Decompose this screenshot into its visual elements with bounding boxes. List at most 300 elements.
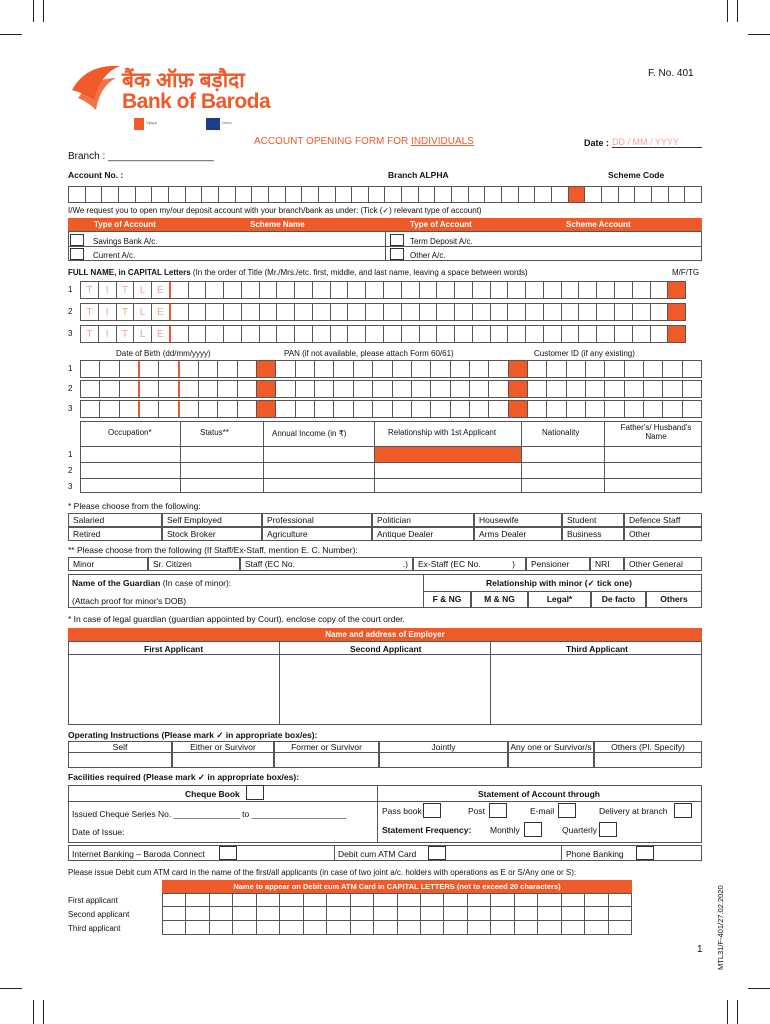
id-digit-cell[interactable] bbox=[140, 361, 159, 377]
dob-pan-custid-grid[interactable] bbox=[80, 360, 702, 378]
name-letter-cell[interactable] bbox=[544, 304, 562, 320]
name-letter-cell[interactable]: L bbox=[134, 282, 152, 298]
occupation-option[interactable]: Antique Dealer bbox=[372, 527, 474, 541]
atm-name-grid[interactable] bbox=[162, 907, 632, 921]
status-option[interactable] bbox=[148, 557, 240, 571]
name-letter-cell[interactable] bbox=[491, 282, 509, 298]
account-digit-cell[interactable] bbox=[186, 187, 203, 202]
atm-letter-cell[interactable] bbox=[515, 894, 538, 906]
id-digit-cell[interactable] bbox=[81, 381, 100, 397]
account-digit-cell[interactable] bbox=[552, 187, 569, 202]
occupation-option[interactable]: Retired bbox=[68, 527, 162, 541]
cheque-series[interactable]: Issued Cheque Series No. ______________ to ____________________ bbox=[72, 809, 347, 819]
account-digit-cell[interactable] bbox=[452, 187, 469, 202]
name-letter-cell[interactable] bbox=[633, 282, 651, 298]
name-letter-cell[interactable] bbox=[508, 282, 526, 298]
name-letter-cell[interactable] bbox=[171, 326, 189, 342]
account-digit-cell[interactable] bbox=[286, 187, 303, 202]
atm-name-grid[interactable] bbox=[162, 921, 632, 935]
occupation-option[interactable]: Self Employed bbox=[162, 513, 262, 527]
id-digit-cell[interactable] bbox=[644, 381, 663, 397]
atm-letter-cell[interactable] bbox=[538, 907, 561, 920]
current-checkbox[interactable] bbox=[70, 248, 84, 260]
atm-letter-cell[interactable] bbox=[163, 894, 186, 906]
name-letter-cell[interactable] bbox=[348, 282, 366, 298]
account-digit-cell[interactable] bbox=[136, 187, 153, 202]
name-letter-cell[interactable] bbox=[402, 282, 420, 298]
name-letter-cell[interactable] bbox=[437, 282, 455, 298]
name-letter-cell[interactable] bbox=[295, 326, 313, 342]
name-letter-cell[interactable] bbox=[206, 282, 224, 298]
id-digit-cell[interactable] bbox=[567, 401, 586, 417]
status-option[interactable] bbox=[68, 557, 148, 571]
name-letter-cell[interactable]: I bbox=[99, 282, 117, 298]
id-digit-cell[interactable] bbox=[412, 381, 431, 397]
name-letter-cell[interactable] bbox=[668, 326, 685, 342]
id-digit-cell[interactable] bbox=[509, 381, 528, 397]
id-digit-cell[interactable] bbox=[644, 361, 663, 377]
atm-letter-cell[interactable] bbox=[351, 921, 374, 934]
atm-letter-cell[interactable] bbox=[351, 894, 374, 906]
atm-letter-cell[interactable] bbox=[374, 907, 397, 920]
name-letter-cell[interactable] bbox=[206, 326, 224, 342]
name-letter-cell[interactable] bbox=[366, 326, 384, 342]
id-digit-cell[interactable] bbox=[276, 401, 295, 417]
atm-letter-cell[interactable] bbox=[280, 907, 303, 920]
atm-letter-cell[interactable] bbox=[233, 894, 256, 906]
atm-letter-cell[interactable] bbox=[538, 921, 561, 934]
id-digit-cell[interactable] bbox=[257, 401, 276, 417]
atm-letter-cell[interactable] bbox=[280, 921, 303, 934]
id-digit-cell[interactable] bbox=[547, 401, 566, 417]
id-digit-cell[interactable] bbox=[393, 401, 412, 417]
other-ac-checkbox[interactable] bbox=[390, 248, 404, 260]
name-letter-cell[interactable] bbox=[295, 282, 313, 298]
name-letter-cell[interactable] bbox=[366, 304, 384, 320]
id-digit-cell[interactable] bbox=[451, 401, 470, 417]
id-digit-cell[interactable] bbox=[100, 381, 119, 397]
email-checkbox[interactable] bbox=[558, 803, 576, 818]
id-digit-cell[interactable] bbox=[159, 361, 179, 377]
atm-letter-cell[interactable] bbox=[421, 894, 444, 906]
account-digit-cell[interactable] bbox=[385, 187, 402, 202]
atm-letter-cell[interactable] bbox=[233, 907, 256, 920]
account-digit-cell[interactable] bbox=[402, 187, 419, 202]
name-letter-cell[interactable] bbox=[331, 282, 349, 298]
id-digit-cell[interactable] bbox=[334, 401, 353, 417]
name-letter-cell[interactable] bbox=[402, 304, 420, 320]
id-digit-cell[interactable] bbox=[373, 401, 392, 417]
atm-letter-cell[interactable] bbox=[163, 921, 186, 934]
name-letter-cell[interactable]: L bbox=[134, 326, 152, 342]
occupation-option[interactable]: Professional bbox=[262, 513, 372, 527]
name-letter-cell[interactable] bbox=[633, 304, 651, 320]
relationship-option[interactable]: M & NG bbox=[471, 591, 528, 608]
internet-banking-checkbox[interactable] bbox=[219, 846, 237, 860]
name-letter-cell[interactable]: E bbox=[152, 304, 171, 320]
operating-checkbox[interactable] bbox=[274, 753, 379, 768]
occupation-option[interactable]: Business bbox=[562, 527, 624, 541]
occupation-option[interactable]: Politician bbox=[372, 513, 474, 527]
account-digit-cell[interactable] bbox=[535, 187, 552, 202]
id-digit-cell[interactable] bbox=[470, 381, 489, 397]
name-letter-cell[interactable]: T bbox=[117, 282, 135, 298]
id-digit-cell[interactable] bbox=[218, 401, 237, 417]
id-digit-cell[interactable] bbox=[470, 401, 489, 417]
id-digit-cell[interactable] bbox=[663, 401, 682, 417]
atm-letter-cell[interactable] bbox=[398, 907, 421, 920]
name-letter-cell[interactable] bbox=[313, 282, 331, 298]
name-letter-cell[interactable] bbox=[189, 304, 207, 320]
name-letter-cell[interactable] bbox=[224, 282, 242, 298]
id-digit-cell[interactable] bbox=[159, 401, 179, 417]
name-letter-cell[interactable] bbox=[562, 326, 580, 342]
name-letter-cell[interactable] bbox=[668, 282, 685, 298]
id-digit-cell[interactable] bbox=[180, 401, 199, 417]
occupation-option[interactable]: Housewife bbox=[474, 513, 562, 527]
name-letter-cell[interactable] bbox=[189, 282, 207, 298]
id-digit-cell[interactable] bbox=[489, 401, 508, 417]
status-option[interactable] bbox=[413, 557, 526, 571]
name-letter-cell[interactable] bbox=[491, 326, 509, 342]
passbook-checkbox[interactable] bbox=[423, 803, 441, 818]
id-digit-cell[interactable] bbox=[663, 381, 682, 397]
id-digit-cell[interactable] bbox=[199, 401, 218, 417]
id-digit-cell[interactable] bbox=[451, 361, 470, 377]
atm-letter-cell[interactable] bbox=[585, 921, 608, 934]
account-digit-cell[interactable] bbox=[685, 187, 701, 202]
phone-banking-checkbox[interactable] bbox=[636, 846, 654, 860]
name-letter-cell[interactable] bbox=[420, 304, 438, 320]
atm-letter-cell[interactable] bbox=[585, 894, 608, 906]
name-letter-cell[interactable] bbox=[260, 326, 278, 342]
account-digit-cell[interactable] bbox=[119, 187, 136, 202]
account-digit-cell[interactable] bbox=[352, 187, 369, 202]
atm-letter-cell[interactable] bbox=[351, 907, 374, 920]
id-digit-cell[interactable] bbox=[120, 381, 140, 397]
id-digit-cell[interactable] bbox=[431, 381, 450, 397]
id-digit-cell[interactable] bbox=[199, 381, 218, 397]
name-letter-cell[interactable] bbox=[189, 326, 207, 342]
account-digit-cell[interactable] bbox=[86, 187, 103, 202]
account-digit-cell[interactable] bbox=[69, 187, 86, 202]
name-letter-cell[interactable] bbox=[242, 304, 260, 320]
atm-letter-cell[interactable] bbox=[444, 894, 467, 906]
name-letter-cell[interactable] bbox=[615, 304, 633, 320]
id-digit-cell[interactable] bbox=[567, 381, 586, 397]
relationship-option[interactable]: F & NG bbox=[423, 591, 471, 608]
id-digit-cell[interactable] bbox=[218, 361, 237, 377]
id-digit-cell[interactable] bbox=[315, 401, 334, 417]
name-letter-cell[interactable] bbox=[508, 326, 526, 342]
name-letter-cell[interactable] bbox=[562, 282, 580, 298]
account-digit-cell[interactable] bbox=[369, 187, 386, 202]
operating-checkbox[interactable] bbox=[594, 753, 702, 768]
atm-letter-cell[interactable] bbox=[468, 921, 491, 934]
id-digit-cell[interactable] bbox=[159, 381, 179, 397]
id-digit-cell[interactable] bbox=[605, 401, 624, 417]
name-letter-cell[interactable] bbox=[473, 304, 491, 320]
occupation-option[interactable]: Stock Broker bbox=[162, 527, 262, 541]
id-digit-cell[interactable] bbox=[315, 361, 334, 377]
atm-letter-cell[interactable] bbox=[304, 894, 327, 906]
name-letter-cell[interactable] bbox=[544, 282, 562, 298]
name-letter-cell[interactable] bbox=[384, 304, 402, 320]
id-digit-cell[interactable] bbox=[412, 401, 431, 417]
id-digit-cell[interactable] bbox=[393, 361, 412, 377]
id-digit-cell[interactable] bbox=[296, 401, 315, 417]
name-letter-cell[interactable] bbox=[455, 304, 473, 320]
occupation-option[interactable]: Salaried bbox=[68, 513, 162, 527]
account-digit-cell[interactable] bbox=[236, 187, 253, 202]
name-letter-cell[interactable]: T bbox=[81, 304, 99, 320]
name-letter-cell[interactable]: T bbox=[81, 282, 99, 298]
full-name-grid[interactable] bbox=[80, 303, 686, 321]
account-digit-cell[interactable] bbox=[219, 187, 236, 202]
occupation-option[interactable]: Agriculture bbox=[262, 527, 372, 541]
relationship-option[interactable]: Legal* bbox=[528, 591, 591, 608]
id-digit-cell[interactable] bbox=[354, 361, 373, 377]
id-digit-cell[interactable] bbox=[120, 361, 140, 377]
name-letter-cell[interactable] bbox=[473, 326, 491, 342]
name-letter-cell[interactable] bbox=[384, 282, 402, 298]
name-letter-cell[interactable] bbox=[206, 304, 224, 320]
operating-checkbox[interactable] bbox=[68, 753, 172, 768]
full-name-grid[interactable] bbox=[80, 281, 686, 299]
atm-letter-cell[interactable] bbox=[515, 921, 538, 934]
account-digit-cell[interactable] bbox=[635, 187, 652, 202]
account-digit-cell[interactable] bbox=[302, 187, 319, 202]
atm-letter-cell[interactable] bbox=[538, 894, 561, 906]
name-letter-cell[interactable]: E bbox=[152, 326, 171, 342]
id-digit-cell[interactable] bbox=[315, 381, 334, 397]
atm-letter-cell[interactable] bbox=[280, 894, 303, 906]
id-digit-cell[interactable] bbox=[567, 361, 586, 377]
atm-letter-cell[interactable] bbox=[585, 907, 608, 920]
account-no-grid[interactable] bbox=[68, 186, 702, 203]
occupation-option[interactable]: Student bbox=[562, 513, 624, 527]
atm-letter-cell[interactable] bbox=[304, 921, 327, 934]
name-letter-cell[interactable] bbox=[331, 304, 349, 320]
atm-letter-cell[interactable] bbox=[515, 907, 538, 920]
atm-letter-cell[interactable] bbox=[257, 894, 280, 906]
name-letter-cell[interactable] bbox=[544, 326, 562, 342]
issue-date[interactable]: Date of Issue: bbox=[72, 827, 125, 837]
atm-letter-cell[interactable] bbox=[562, 907, 585, 920]
name-letter-cell[interactable] bbox=[651, 304, 669, 320]
id-digit-cell[interactable] bbox=[354, 401, 373, 417]
name-letter-cell[interactable] bbox=[420, 282, 438, 298]
id-digit-cell[interactable] bbox=[605, 361, 624, 377]
id-digit-cell[interactable] bbox=[547, 381, 566, 397]
id-digit-cell[interactable] bbox=[547, 361, 566, 377]
date-input[interactable]: DD / MM / YYYY bbox=[612, 137, 702, 148]
name-letter-cell[interactable] bbox=[260, 282, 278, 298]
id-digit-cell[interactable] bbox=[238, 401, 257, 417]
name-letter-cell[interactable] bbox=[224, 304, 242, 320]
name-letter-cell[interactable] bbox=[508, 304, 526, 320]
name-letter-cell[interactable] bbox=[473, 282, 491, 298]
status-option[interactable] bbox=[526, 557, 590, 571]
name-letter-cell[interactable] bbox=[277, 304, 295, 320]
relationship-option[interactable]: Others bbox=[646, 591, 702, 608]
account-digit-cell[interactable] bbox=[202, 187, 219, 202]
name-letter-cell[interactable] bbox=[597, 282, 615, 298]
name-letter-cell[interactable] bbox=[633, 326, 651, 342]
id-digit-cell[interactable] bbox=[334, 381, 353, 397]
id-digit-cell[interactable] bbox=[120, 401, 140, 417]
id-digit-cell[interactable] bbox=[605, 381, 624, 397]
atm-name-grid[interactable] bbox=[162, 893, 632, 907]
id-digit-cell[interactable] bbox=[180, 381, 199, 397]
operating-checkbox[interactable] bbox=[172, 753, 274, 768]
id-digit-cell[interactable] bbox=[296, 381, 315, 397]
name-letter-cell[interactable] bbox=[437, 304, 455, 320]
id-digit-cell[interactable] bbox=[431, 401, 450, 417]
atm-letter-cell[interactable] bbox=[327, 894, 350, 906]
atm-letter-cell[interactable] bbox=[491, 894, 514, 906]
atm-letter-cell[interactable] bbox=[491, 921, 514, 934]
account-digit-cell[interactable] bbox=[502, 187, 519, 202]
id-digit-cell[interactable] bbox=[509, 401, 528, 417]
atm-letter-cell[interactable] bbox=[327, 907, 350, 920]
id-digit-cell[interactable] bbox=[586, 361, 605, 377]
name-letter-cell[interactable]: T bbox=[117, 304, 135, 320]
name-letter-cell[interactable] bbox=[455, 282, 473, 298]
atm-letter-cell[interactable] bbox=[421, 921, 444, 934]
id-digit-cell[interactable] bbox=[586, 381, 605, 397]
id-digit-cell[interactable] bbox=[625, 401, 644, 417]
id-digit-cell[interactable] bbox=[586, 401, 605, 417]
id-digit-cell[interactable] bbox=[625, 361, 644, 377]
name-letter-cell[interactable] bbox=[526, 304, 544, 320]
atm-letter-cell[interactable] bbox=[374, 921, 397, 934]
account-digit-cell[interactable] bbox=[569, 187, 586, 202]
account-digit-cell[interactable] bbox=[652, 187, 669, 202]
account-digit-cell[interactable] bbox=[469, 187, 486, 202]
relationship-option[interactable]: De facto bbox=[591, 591, 646, 608]
atm-letter-cell[interactable] bbox=[609, 921, 631, 934]
name-letter-cell[interactable] bbox=[384, 326, 402, 342]
atm-letter-cell[interactable] bbox=[444, 907, 467, 920]
name-letter-cell[interactable] bbox=[295, 304, 313, 320]
id-digit-cell[interactable] bbox=[451, 381, 470, 397]
name-letter-cell[interactable] bbox=[526, 282, 544, 298]
id-digit-cell[interactable] bbox=[81, 401, 100, 417]
name-letter-cell[interactable] bbox=[171, 304, 189, 320]
account-digit-cell[interactable] bbox=[102, 187, 119, 202]
dob-pan-custid-grid[interactable] bbox=[80, 400, 702, 418]
name-letter-cell[interactable] bbox=[526, 326, 544, 342]
atm-letter-cell[interactable] bbox=[186, 921, 209, 934]
atm-letter-cell[interactable] bbox=[186, 894, 209, 906]
id-digit-cell[interactable] bbox=[683, 381, 701, 397]
name-letter-cell[interactable] bbox=[597, 304, 615, 320]
id-digit-cell[interactable] bbox=[100, 401, 119, 417]
id-digit-cell[interactable] bbox=[257, 361, 276, 377]
operating-checkbox[interactable] bbox=[508, 753, 594, 768]
name-letter-cell[interactable] bbox=[348, 326, 366, 342]
id-digit-cell[interactable] bbox=[296, 361, 315, 377]
id-digit-cell[interactable] bbox=[509, 361, 528, 377]
id-digit-cell[interactable] bbox=[140, 401, 159, 417]
id-digit-cell[interactable] bbox=[257, 381, 276, 397]
savings-checkbox[interactable] bbox=[70, 234, 84, 246]
atm-letter-cell[interactable] bbox=[304, 907, 327, 920]
account-digit-cell[interactable] bbox=[435, 187, 452, 202]
atm-letter-cell[interactable] bbox=[257, 921, 280, 934]
name-letter-cell[interactable] bbox=[366, 282, 384, 298]
id-digit-cell[interactable] bbox=[199, 361, 218, 377]
account-digit-cell[interactable] bbox=[252, 187, 269, 202]
account-digit-cell[interactable] bbox=[669, 187, 686, 202]
dob-pan-custid-grid[interactable] bbox=[80, 380, 702, 398]
status-option[interactable] bbox=[624, 557, 702, 571]
atm-letter-cell[interactable] bbox=[374, 894, 397, 906]
id-digit-cell[interactable] bbox=[276, 381, 295, 397]
account-digit-cell[interactable] bbox=[485, 187, 502, 202]
atm-letter-cell[interactable] bbox=[562, 894, 585, 906]
account-digit-cell[interactable] bbox=[585, 187, 602, 202]
atm-letter-cell[interactable] bbox=[398, 894, 421, 906]
name-letter-cell[interactable] bbox=[313, 304, 331, 320]
occupation-option[interactable]: Defence Staff bbox=[624, 513, 702, 527]
quarterly-checkbox[interactable] bbox=[599, 822, 617, 837]
name-letter-cell[interactable] bbox=[402, 326, 420, 342]
cheque-book-checkbox[interactable] bbox=[246, 785, 264, 800]
atm-letter-cell[interactable] bbox=[468, 894, 491, 906]
id-digit-cell[interactable] bbox=[238, 361, 257, 377]
atm-letter-cell[interactable] bbox=[257, 907, 280, 920]
name-letter-cell[interactable] bbox=[651, 326, 669, 342]
account-digit-cell[interactable] bbox=[269, 187, 286, 202]
id-digit-cell[interactable] bbox=[528, 361, 547, 377]
account-digit-cell[interactable] bbox=[419, 187, 436, 202]
name-letter-cell[interactable] bbox=[260, 304, 278, 320]
atm-letter-cell[interactable] bbox=[327, 921, 350, 934]
id-digit-cell[interactable] bbox=[528, 401, 547, 417]
id-digit-cell[interactable] bbox=[334, 361, 353, 377]
atm-letter-cell[interactable] bbox=[210, 907, 233, 920]
id-digit-cell[interactable] bbox=[140, 381, 159, 397]
name-letter-cell[interactable] bbox=[455, 326, 473, 342]
occupation-option[interactable]: Other bbox=[624, 527, 702, 541]
id-digit-cell[interactable] bbox=[489, 381, 508, 397]
account-digit-cell[interactable] bbox=[336, 187, 353, 202]
name-letter-cell[interactable] bbox=[313, 326, 331, 342]
monthly-checkbox[interactable] bbox=[524, 822, 542, 837]
name-letter-cell[interactable] bbox=[224, 326, 242, 342]
name-letter-cell[interactable]: T bbox=[117, 326, 135, 342]
id-digit-cell[interactable] bbox=[528, 381, 547, 397]
name-letter-cell[interactable] bbox=[615, 282, 633, 298]
atm-letter-cell[interactable] bbox=[491, 907, 514, 920]
atm-letter-cell[interactable] bbox=[421, 907, 444, 920]
id-digit-cell[interactable] bbox=[81, 361, 100, 377]
name-letter-cell[interactable] bbox=[437, 326, 455, 342]
branch-label[interactable]: Branch : ___________________ bbox=[68, 151, 214, 162]
name-letter-cell[interactable] bbox=[277, 282, 295, 298]
name-letter-cell[interactable] bbox=[171, 282, 189, 298]
name-letter-cell[interactable] bbox=[348, 304, 366, 320]
name-letter-cell[interactable] bbox=[579, 304, 597, 320]
atm-letter-cell[interactable] bbox=[233, 921, 256, 934]
atm-letter-cell[interactable] bbox=[609, 894, 631, 906]
id-digit-cell[interactable] bbox=[393, 381, 412, 397]
name-letter-cell[interactable] bbox=[597, 326, 615, 342]
id-digit-cell[interactable] bbox=[180, 361, 199, 377]
term-deposit-checkbox[interactable] bbox=[390, 234, 404, 246]
